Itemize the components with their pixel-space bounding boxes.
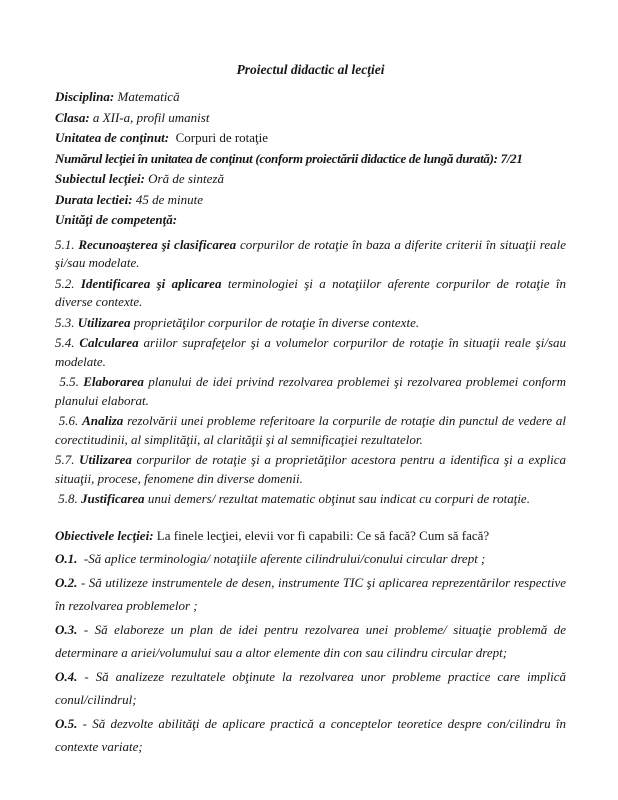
objectives-lead-label: Obiectivele lecţiei: [55,527,154,543]
competency-verb: Utilizarea [77,314,131,330]
meta-clasa [55,108,566,129]
meta-numarul-lectiei [55,149,566,170]
competency-number: 5.8. [55,491,81,506]
competency-verb: Identificarea şi aplicarea [80,275,222,291]
competency-item-5-2 [55,275,566,312]
objectives-section [55,524,566,759]
objective-item-o5 [55,712,566,759]
competency-number: 5.3. [55,314,78,330]
competency-number: 5.1. [55,236,79,252]
competencies-section [55,236,566,509]
competency-item-5-5 [55,373,566,410]
objective-text: - Să utilizeze instrumentele de desen, instrumente TIC şi aplicarea reprezentărilor respective în rezolvarea problemelor ; [55,574,566,613]
competency-verb: Elaborarea [83,374,144,389]
objective-text: -Să aplice terminologia/ notaţiile aferente cilindrului/conului circular drept ; [83,551,486,566]
competency-item-5-4 [55,334,566,371]
meta-value: Matematică [117,89,180,104]
objective-number: O.4. [55,668,85,684]
competency-number: 5.6. [55,413,83,428]
meta-value: 45 de minute [135,191,204,207]
competency-verb: Justificarea [81,491,145,506]
objectives-lead-text: La finele lecţiei, elevii vor fi capabili: Ce să facă? Cum să facă? [153,527,490,543]
competency-text: planului de idei privind rezolvarea problemei şi rezolvarea problemei conform planului elaborat. [55,374,566,408]
meta-durata-lectiei [55,190,566,211]
objective-text: - Să analizeze rezultatele obţinute la rezolvarea unor probleme practice care implică conul/cilindrul; [55,668,566,707]
meta-label: Subiectul lecţiei: [55,171,145,186]
objective-text: - Să elaboreze un plan de idei pentru rezolvarea unei probleme/ situaţie problemă de determinare a ariei/volumului sau a altor elemente din con sau cilindru circular drept; [55,621,567,660]
meta-value: Corpuri de rotaţie [175,130,269,145]
competency-item-5-6 [55,412,566,449]
competency-number: 5.5. [55,374,84,389]
meta-label: Numărul lecţiei în unitatea de conţinut (conform proiectării didactice de lungă durată): [55,150,498,166]
objective-item-o1 [55,547,566,571]
meta-value: 7/21 [500,150,523,166]
competency-number: 5.7. [55,452,80,467]
competency-verb: Recunoaşterea şi clasificarea [78,236,237,252]
meta-section [55,87,566,231]
objective-number: O.2. [55,574,81,590]
meta-unitati-de-competenta [55,210,566,231]
competency-item-5-8 [55,490,566,509]
competency-number: 5.4. [55,335,80,350]
objective-text: - Să dezvolte abilităţi de aplicare practică a conceptelor teoretice despre con/cilindru în contexte variate; [55,715,567,754]
competency-text: proprietăţilor corpurilor de rotaţie în diverse contexte. [130,314,420,330]
competency-item-5-3 [55,314,566,333]
meta-unitatea-de-continut [55,128,566,149]
competency-item-5-1 [55,236,566,273]
competency-item-5-7 [55,451,566,488]
objective-number: O.5. [55,715,83,731]
meta-label: Disciplina: [55,89,115,104]
meta-label: Unităţi de competenţă: [55,212,178,227]
competency-verb: Analiza [82,413,124,428]
objective-item-o2 [55,571,566,618]
objective-item-o4 [55,665,566,712]
objective-number: O.1. [55,551,84,566]
meta-label: Clasa: [55,109,90,125]
meta-disciplina [55,87,566,108]
meta-label: Durata lectiei: [55,191,133,207]
objective-number: O.3. [55,621,84,637]
meta-label: Unitatea de conţinut: [55,130,170,145]
competency-text: unui demers/ rezultat matematic obţinut sau indicat cu corpuri de rotaţie. [144,491,530,506]
competency-verb: Calcularea [79,335,139,350]
competency-text: rezolvării unei probleme referitoare la corpurile de rotaţie din punctul de vedere al corectitudinii, al simplităţii, al clarităţii şi al semnificaţiei rezultatelor. [55,413,567,447]
competency-text: corpurilor de rotaţie şi a proprietăţilor acestora pentru a identifica şi a explica situaţii, procese, fenomene din diverse domenii. [55,452,566,486]
page-title: Proiectul didactic al lecţiei [236,62,385,77]
objectives-lead [55,524,566,548]
meta-value: Oră de sinteză [148,171,224,186]
competency-verb: Utilizarea [79,452,132,467]
meta-subiectul-lectiei [55,169,566,190]
objective-item-o3 [55,618,566,665]
competency-text: ariilor suprafeţelor şi a volumelor corpurilor de rotaţie în situaţii reale şi/sau modelate. [55,335,567,369]
competency-text: terminologiei şi a notaţiilor aferente corpurilor de rotaţie în diverse contexte. [55,275,566,309]
competency-text: corpurilor de rotaţie în baza a diferite criterii în situaţii reale şi/sau modelate. [55,236,566,270]
meta-value: a XII-a, profil umanist [92,109,210,125]
competency-number: 5.2. [55,275,81,291]
